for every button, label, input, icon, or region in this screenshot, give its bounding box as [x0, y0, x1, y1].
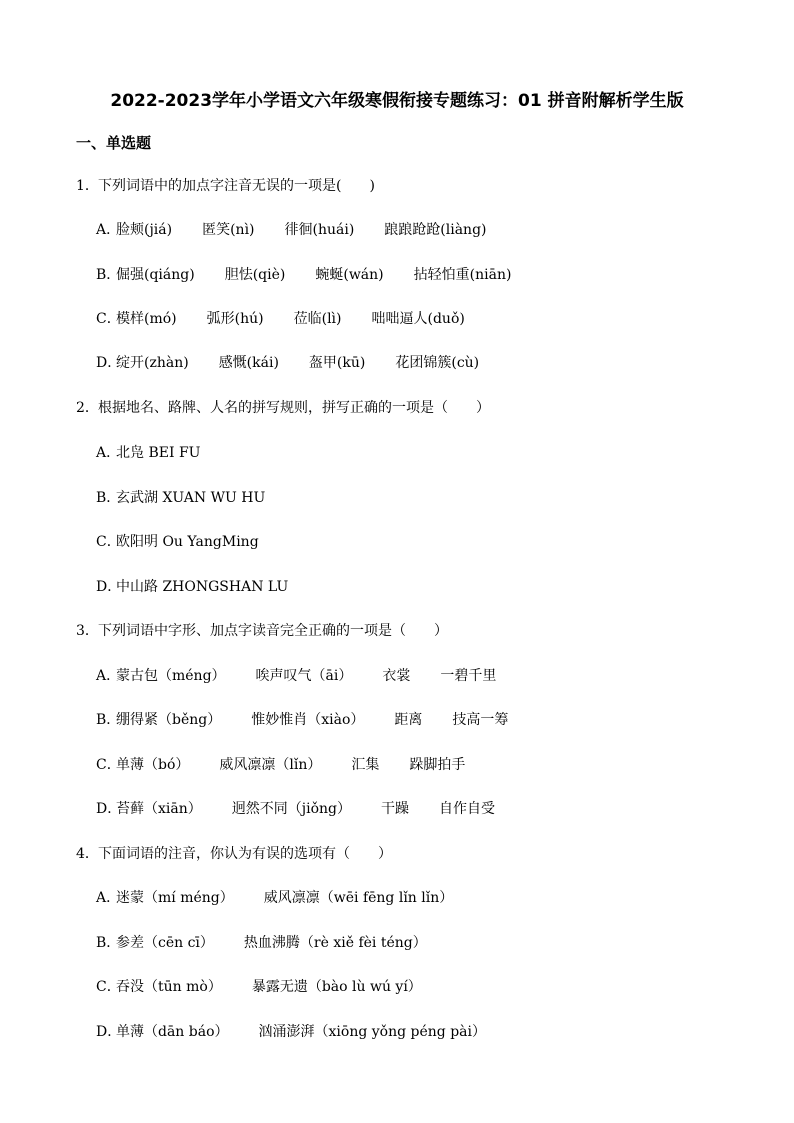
question-3-option-c	[96, 754, 465, 774]
option-item: 热血沸腾（rè xiě fèi téng）	[243, 935, 427, 951]
option-letter: D．	[96, 579, 122, 595]
question-text: 根据地名、路牌、人名的拼写规则，拼写正确的一项是（ ）	[98, 400, 490, 416]
question-number: 2．	[76, 400, 99, 416]
question-2-option-c	[96, 531, 259, 551]
question-1-option-c	[96, 308, 465, 328]
option-item: 单薄（dān báo）	[116, 1024, 229, 1040]
question-2-option-d	[96, 576, 288, 596]
option-letter: A．	[96, 668, 121, 684]
option-item: 衣裳	[382, 668, 411, 684]
option-letter: D．	[96, 801, 122, 817]
option-letter: C．	[96, 311, 121, 327]
option-item: 参差（cēn cī）	[116, 935, 214, 951]
option-item: 绷得紧（běng）	[116, 712, 222, 728]
question-2-option-a	[96, 442, 200, 462]
option-item: 绽开(zhàn)	[116, 355, 189, 371]
option-item: 花团锦簇(cù)	[395, 355, 480, 371]
option-item: 咄咄逼人(duǒ)	[371, 311, 465, 327]
option-letter: C．	[96, 534, 121, 550]
question-number: 3．	[76, 623, 99, 639]
section-heading: 一、单选题	[76, 134, 152, 152]
option-letter: B．	[96, 935, 121, 951]
option-item: 暴露无遗（bào lù wú yí）	[251, 979, 422, 995]
option-letter: C．	[96, 979, 121, 995]
option-item: 技高一筹	[452, 712, 509, 728]
option-item: 北凫 BEI FU	[116, 445, 201, 461]
question-4-option-a	[96, 887, 453, 907]
option-letter: A．	[96, 445, 121, 461]
question-4-option-c	[96, 976, 422, 996]
option-item: 模样(mó)	[116, 311, 177, 327]
question-2-stem	[76, 397, 490, 417]
question-3-option-b	[96, 709, 508, 729]
question-3-option-d	[96, 798, 495, 818]
option-item: 倔强(qiáng)	[116, 267, 195, 283]
option-letter: B．	[96, 712, 121, 728]
option-item: 距离	[394, 712, 423, 728]
option-item: 脸颊(jiá)	[116, 222, 173, 238]
question-text: 下列词语中字形、加点字读音完全正确的一项是（ ）	[98, 623, 448, 639]
option-item: 胆怯(qiè)	[224, 267, 286, 283]
question-4-stem	[76, 843, 392, 863]
question-text: 下面词语的注音，你认为有误的选项有（ ）	[98, 846, 392, 862]
option-item: 迷蒙（mí méng）	[116, 890, 234, 906]
document-title: 2022-2023学年小学语文六年级寒假衔接专题练习：01 拼音附解析学生版	[110, 91, 684, 111]
question-4-option-d	[96, 1021, 486, 1041]
option-item: 汹涌澎湃（xiōng yǒng péng pài）	[258, 1024, 486, 1040]
option-item: 跺脚拍手	[409, 757, 466, 773]
option-item: 蜿蜒(wán)	[315, 267, 384, 283]
option-item: 迥然不同（jiǒng）	[231, 801, 351, 817]
option-letter: D．	[96, 1024, 122, 1040]
question-2-option-b	[96, 487, 265, 507]
question-1-option-b	[96, 264, 511, 284]
option-item: 惟妙惟肖（xiào）	[251, 712, 365, 728]
option-item: 干躁	[380, 801, 409, 817]
option-item: 苔藓（xiān）	[116, 801, 202, 817]
option-item: 匿笑(nì)	[202, 222, 255, 238]
option-item: 一碧千里	[440, 668, 497, 684]
option-item: 汇集	[351, 757, 380, 773]
option-letter: A．	[96, 890, 121, 906]
question-3-stem	[76, 620, 448, 640]
option-item: 威风凛凛（wēi fēng lǐn lǐn）	[263, 890, 454, 906]
option-item: 徘徊(huái)	[284, 222, 355, 238]
question-4-option-b	[96, 932, 427, 952]
option-letter: B．	[96, 267, 121, 283]
option-item: 自作自受	[438, 801, 495, 817]
option-letter: D．	[96, 355, 122, 371]
option-letter: A．	[96, 222, 121, 238]
option-letter: B．	[96, 490, 121, 506]
option-item: 威风凛凛（lǐn）	[219, 757, 322, 773]
option-letter: C．	[96, 757, 121, 773]
question-text: 下列词语中的加点字注音无误的一项是( )	[98, 178, 375, 194]
option-item: 欧阳明 Ou YangMing	[116, 534, 259, 550]
option-item: 中山路 ZHONGSHAN LU	[116, 579, 289, 595]
question-1-option-d	[96, 352, 479, 372]
option-item: 单薄（bó）	[116, 757, 190, 773]
question-3-option-a	[96, 665, 496, 685]
question-number: 4．	[76, 846, 99, 862]
option-item: 莅临(lì)	[293, 311, 342, 327]
question-1-stem	[76, 175, 375, 195]
option-item: 唉声叹气（āi）	[255, 668, 353, 684]
option-item: 玄武湖 XUAN WU HU	[116, 490, 266, 506]
option-item: 踉踉跄跄(liàng)	[384, 222, 487, 238]
option-item: 蒙古包（méng）	[116, 668, 226, 684]
option-item: 感慨(kái)	[218, 355, 279, 371]
question-number: 1．	[76, 178, 99, 194]
option-item: 弧形(hú)	[206, 311, 264, 327]
option-item: 盔甲(kū)	[308, 355, 366, 371]
question-1-option-a	[96, 219, 487, 239]
option-item: 拈轻怕重(niān)	[413, 267, 512, 283]
option-item: 吞没（tūn mò）	[116, 979, 222, 995]
